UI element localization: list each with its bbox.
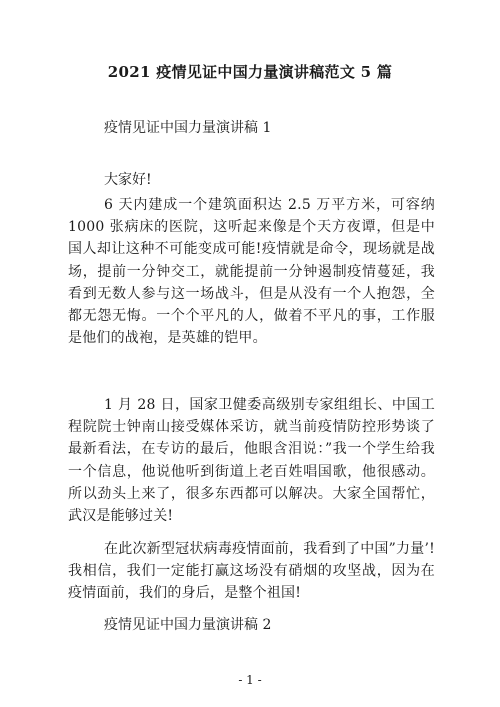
paragraph-3: 在此次新型冠状病毒疫情面前，我看到了中国”力量’!我相信，我们一定能打赢这场没有硝烟的攻坚战，因为在疫情面前，我们的身后，是整个祖国! (68, 541, 435, 602)
page-number: - 1 - (238, 673, 262, 687)
greeting: 大家好! (104, 172, 152, 188)
paragraph-1: 6 天内建成一个建筑面积达 2.5 万平方米，可容纳 1000 张病床的医院，这听起来像是个天方夜谭，但是中国人却让这种不可能变成可能!疫情就是命令，现场就是战场，提前一分钟交工，就能提前一分钟遏制疫情蔓延，我看到无数人参与这一场战斗，但是从没有一个人抱怨，全都无怨无悔。一个个平凡的人，做着不平凡的事，工作服是他们的战袍，是英雄的铠甲。 (68, 197, 435, 347)
section-heading-2: 疫情见证中国力量演讲稿 2 (104, 617, 272, 633)
document-title: 2021 疫情见证中国力量演讲稿范文 5 篇 (107, 63, 393, 81)
paragraph-2: 1 月 28 日，国家卫健委高级别专家组组长、中国工程院院士钟南山接受媒体采访，就当前疫情防控形势谈了最新看法，在专访的最后，他眼含泪说：”我一个学生给我一个信息，他说他听到街道上老百姓唱国歌，他很感动。所以劲头上来了，很多东西都可以解决。大家全国帮忙，武汉是能够过关! (68, 397, 435, 525)
section-heading-1: 疫情见证中国力量演讲稿 1 (104, 120, 272, 136)
